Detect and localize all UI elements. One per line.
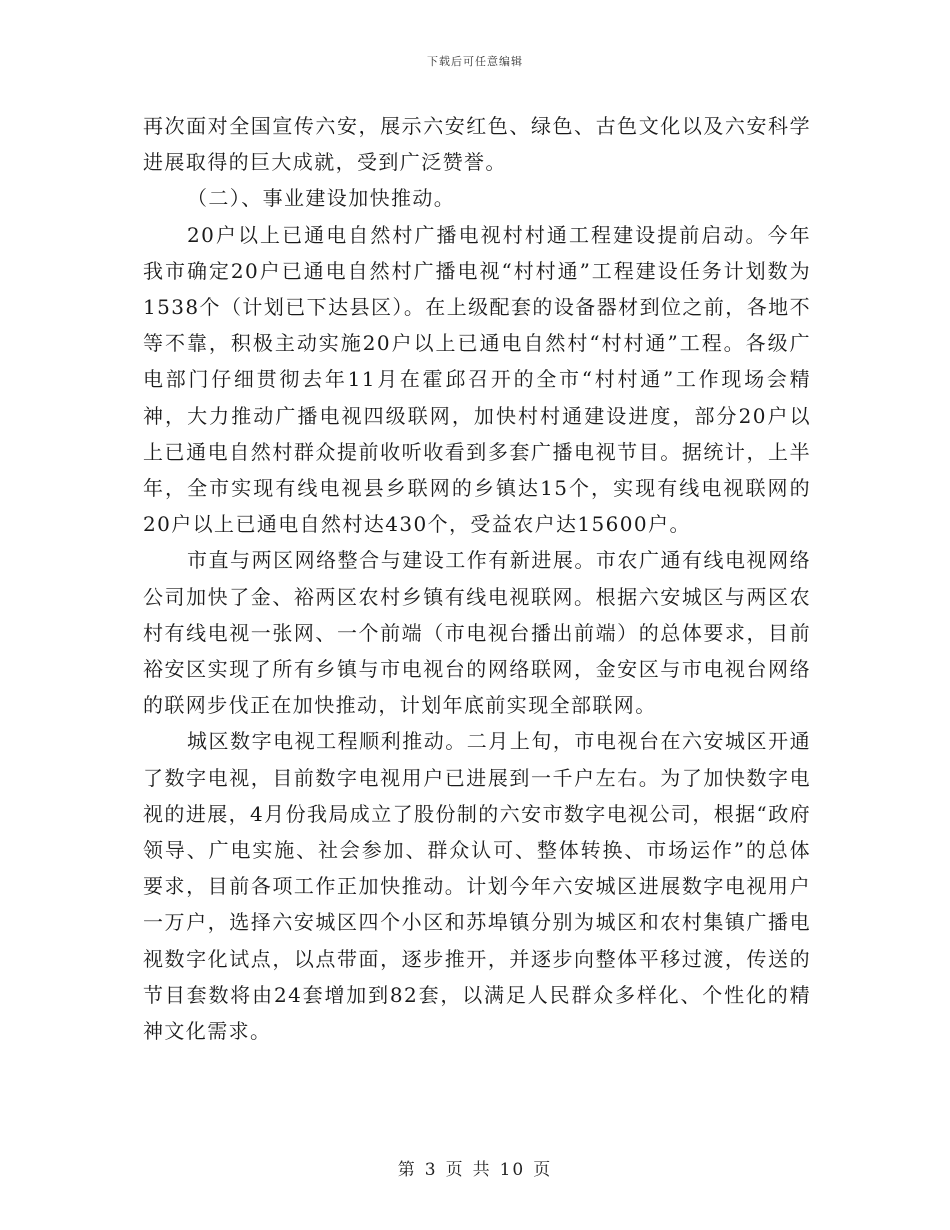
page-unit: 页 <box>445 1160 465 1180</box>
page-footer <box>0 1155 950 1180</box>
paragraph-network-integration: 市直与两区网络整合与建设工作有新进展。市农广通有线电视网络公司加快了金、裕两区农村乡镇有线电视联网。根据六安城区与两区农村有线电视一张网、一个前端（市电视台播出前端）的总体要求，目前裕安区实现了所有乡镇与市电视台的网络联网，金安区与市电视台网络的联网步伐正在加快推动，计划年底前实现全部联网。 <box>143 548 811 718</box>
page-label: 第 <box>397 1160 417 1180</box>
paragraph-continuation: 再次面对全国宣传六安，展示六安红色、绿色、古色文化以及六安科学进展取得的巨大成就，受到广泛赞誉。 <box>143 114 811 175</box>
document-body <box>143 108 811 1049</box>
paragraph-village-coverage: 20户以上已通电自然村广播电视村村通工程建设提前启动。今年我市确定20户已通电自然村广播电视“村村通”工程建设任务计划数为1538个（计划已下达县区）。在上级配套的设备器材到位之前，各地不等不靠，积极主动实施20户以上已通电自然村“村村通”工程。各级广电部门仔细贯彻去年11月在霍邱召开的全市“村村通”工作现场会精神，大力推动广播电视四级联网，加快村村通建设进度，部分20户以上已通电自然村群众提前收听收看到多套广播电视节目。据统计，上半年，全市实现有线电视县乡联网的乡镇达15个，实现有线电视联网的20户以上已通电自然村达430个，受益农户达15600户。 <box>143 222 811 537</box>
page-total: 10 <box>499 1160 526 1180</box>
total-unit: 页 <box>533 1160 553 1180</box>
page-header-note: 下载后可任意编辑 <box>427 55 523 68</box>
page-current: 3 <box>424 1160 438 1180</box>
total-label: 共 <box>472 1160 492 1180</box>
paragraph-digital-tv: 城区数字电视工程顺利推动。二月上旬，市电视台在六安城区开通了数字电视，目前数字电视用户已进展到一千户左右。为了加快数字电视的进展，4月份我局成立了股份制的六安市数字电视公司，根据“政府领导、广电实施、社会参加、群众认可、整体转换、市场运作”的总体要求，目前各项工作正加快推动。计划今年六安城区进展数字电视用户一万户，选择六安城区四个小区和苏埠镇分别为城区和农村集镇广播电视数字化试点，以点带面，逐步推开，并逐步向整体平移过渡，传送的节目套数将由24套增加到82套，以满足人民群众多样化、个性化的精神文化需求。 <box>143 729 811 1044</box>
section-heading: （二）、事业建设加快推动。 <box>187 186 456 211</box>
